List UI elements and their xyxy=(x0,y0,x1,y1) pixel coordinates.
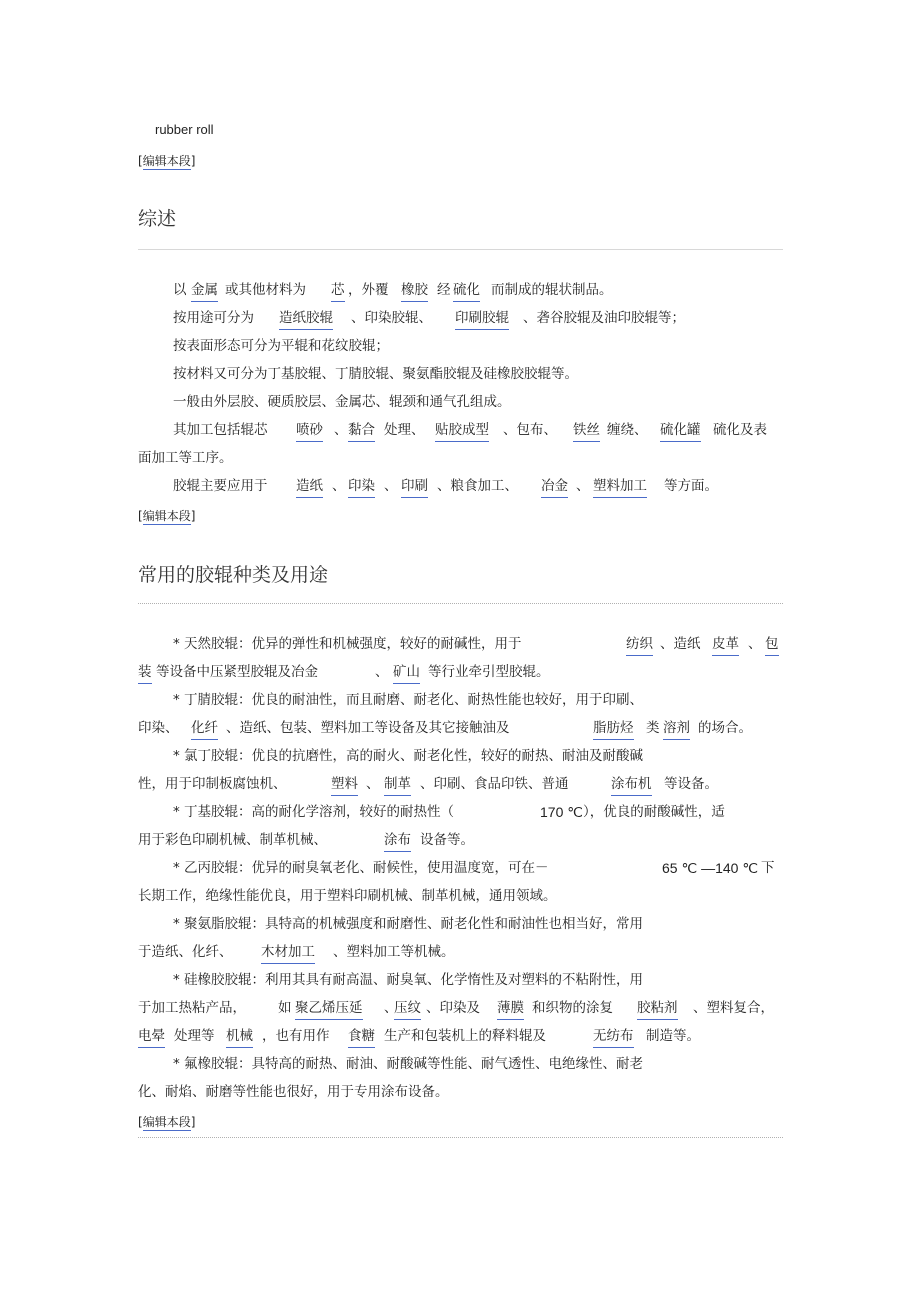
link-plastic[interactable]: 塑料 xyxy=(331,774,358,796)
document-page: rubber roll [编辑本段] 综述 以 金属 或其他材料为 芯 ，外覆 橡胶 经 硫化 而制成的辊状制品。 按用途可分为 造纸胶辊 、印染胶辊、 印刷胶辊 、砻谷胶辊及油印胶辊等； 按表面形态可分为平辊和花纹胶辊； 按材料又可分为丁基胶辊、丁腈胶辊、聚氨酯胶辊及硅橡胶胶辊等。 一般由外层胶、硬质胶层、金属芯、辊颈和通气孔组成。 其加工包括辊芯 喷砂 、 黏合 处理、 贴胶成型 、包布、 铁丝 缠绕、 硫化罐 硫化及表 面加工等工序。 胶辊主要应用于 造纸 、 印染 、 印刷 、粮食加工、 冶金 、 塑料加工 等方面。 [编辑本段] 常用的胶辊种类及用途 * 天然胶辊：优异的弹性和机械强度，较好的耐碱性，用于 纺织 、造纸 皮革 、 包 装 等设备中压紧型胶辊及冶金 、 矿山 等行业牵引型胶辊。 * 丁腈胶辊：优良的耐油性，而且耐磨、耐老化、耐热性能也较好，用于印刷、 印染、 化纤 、造纸、包装、塑料加工等设备及其它接触油及 脂肪烃 类 溶剂 的场合。 * 氯丁胶辊：优良的抗磨性，高的耐火、耐老化性，较好的耐热、耐油及耐酸碱 性，用于印制板腐蚀机、 塑料 、 制革 、印刷、食品印铁、普通 涂布机 等设备。 * 丁基胶辊：高的耐化学溶剂，较好的耐热性（ 170 ℃ ），优良的耐酸碱性，适 用于彩色印刷机械、制革机械、 涂布 设备等。 * 乙丙胶辊：优异的耐臭氧老化、耐候性，使用温度宽，可在－ 65 ℃ —140 ℃ 下 长期工作，绝缘性能优良，用于塑料印刷机械、制革机械，通用领域。 * 聚氨脂胶辊：具特高的机械强度和耐磨性、耐老化性和耐油性也相当好，常用 于造纸、化纤、 木材加工 、塑料加工等机械。 * 硅橡胶胶辊：利用其具有耐高温、耐臭氧、化学惰性及对塑料的不粘附性，用 于加工热粘产品， 如 聚乙烯压延 、 压纹 、印染及 薄膜 和织物的涂复 胶粘剂 、塑料复合， 电晕 处理等 机械 ，也有用作 食糖 生产和包装机上的释料辊及 无纺布 制造等。 * 氟橡胶辊：具特高的耐热、耐油、耐酸碱等性能、耐气透性、电绝缘性、耐老 化、耐焰、耐磨等性能也很好，用于专用涂布设备。 [编辑本段] xyxy=(0,0,920,1303)
link-metallurgy[interactable]: 冶金 xyxy=(541,476,568,498)
edit-label[interactable]: 编辑本段 xyxy=(142,509,191,523)
link-adhesive[interactable]: 胶粘剂 xyxy=(637,998,678,1020)
link-coater[interactable]: 涂布机 xyxy=(611,774,652,796)
link-wood-processing[interactable]: 木材加工 xyxy=(261,942,315,964)
link-bonding[interactable]: 黏合 xyxy=(348,420,375,442)
link-dyeing[interactable]: 印染 xyxy=(348,476,375,498)
link-embossing[interactable]: 压纹 xyxy=(394,998,421,1020)
edit-label[interactable]: 编辑本段 xyxy=(142,154,191,168)
link-textile[interactable]: 纺织 xyxy=(626,634,653,656)
section-divider xyxy=(138,249,783,250)
bracket-open: [ xyxy=(138,154,143,168)
link-plastics[interactable]: 塑料加工 xyxy=(593,476,647,498)
link-nonwoven[interactable]: 无纺布 xyxy=(593,1026,634,1048)
english-title: rubber roll xyxy=(155,122,214,137)
link-coating[interactable]: 涂布 xyxy=(384,830,411,852)
link-tanning[interactable]: 制革 xyxy=(384,774,411,796)
section-divider xyxy=(138,603,783,604)
link-paper-roller[interactable]: 造纸胶辊 xyxy=(279,308,333,330)
link-sandblast[interactable]: 喷砂 xyxy=(296,420,323,442)
link-papermaking[interactable]: 造纸 xyxy=(296,476,323,498)
section-divider xyxy=(138,1137,783,1138)
link-film[interactable]: 薄膜 xyxy=(497,998,524,1020)
link-mining[interactable]: 矿山 xyxy=(393,662,420,684)
link-solvent[interactable]: 溶剂 xyxy=(663,718,690,740)
link-aliphatic[interactable]: 脂肪烃 xyxy=(593,718,634,740)
link-leather[interactable]: 皮革 xyxy=(712,634,739,656)
link-core[interactable]: 芯 xyxy=(331,280,345,302)
link-machinery[interactable]: 机械 xyxy=(226,1026,253,1048)
section-heading-types: 常用的胶辊种类及用途 xyxy=(138,564,329,586)
link-vulcanizer[interactable]: 硫化罐 xyxy=(660,420,701,442)
link-package-1[interactable]: 包 xyxy=(765,634,779,656)
link-gluing[interactable]: 贴胶成型 xyxy=(435,420,489,442)
edit-section-link[interactable] xyxy=(138,507,195,524)
link-package-2[interactable]: 装 xyxy=(138,662,152,684)
link-printing[interactable]: 印刷 xyxy=(401,476,428,498)
section-heading-overview: 综述 xyxy=(138,208,177,230)
link-vulcanize[interactable]: 硫化 xyxy=(453,280,480,302)
bracket-close: ] xyxy=(190,509,196,523)
bracket-open: [ xyxy=(138,509,143,523)
link-iron-wire[interactable]: 铁丝 xyxy=(573,420,600,442)
link-printing-roller[interactable]: 印刷胶辊 xyxy=(455,308,509,330)
link-rubber[interactable]: 橡胶 xyxy=(401,280,428,302)
link-pe-calendering[interactable]: 聚乙烯压延 xyxy=(295,998,363,1020)
link-corona[interactable]: 电晕 xyxy=(138,1026,165,1048)
link-sugar[interactable]: 食糖 xyxy=(348,1026,375,1048)
edit-label[interactable]: 编辑本段 xyxy=(142,1115,191,1129)
link-metal[interactable]: 金属 xyxy=(191,280,218,302)
edit-section-link[interactable] xyxy=(138,1113,195,1130)
edit-section-link[interactable] xyxy=(138,152,195,169)
bracket-close: ] xyxy=(190,154,196,168)
bracket-open: [ xyxy=(138,1115,143,1129)
bracket-close: ] xyxy=(190,1115,196,1129)
link-chemical-fiber[interactable]: 化纤 xyxy=(191,718,218,740)
